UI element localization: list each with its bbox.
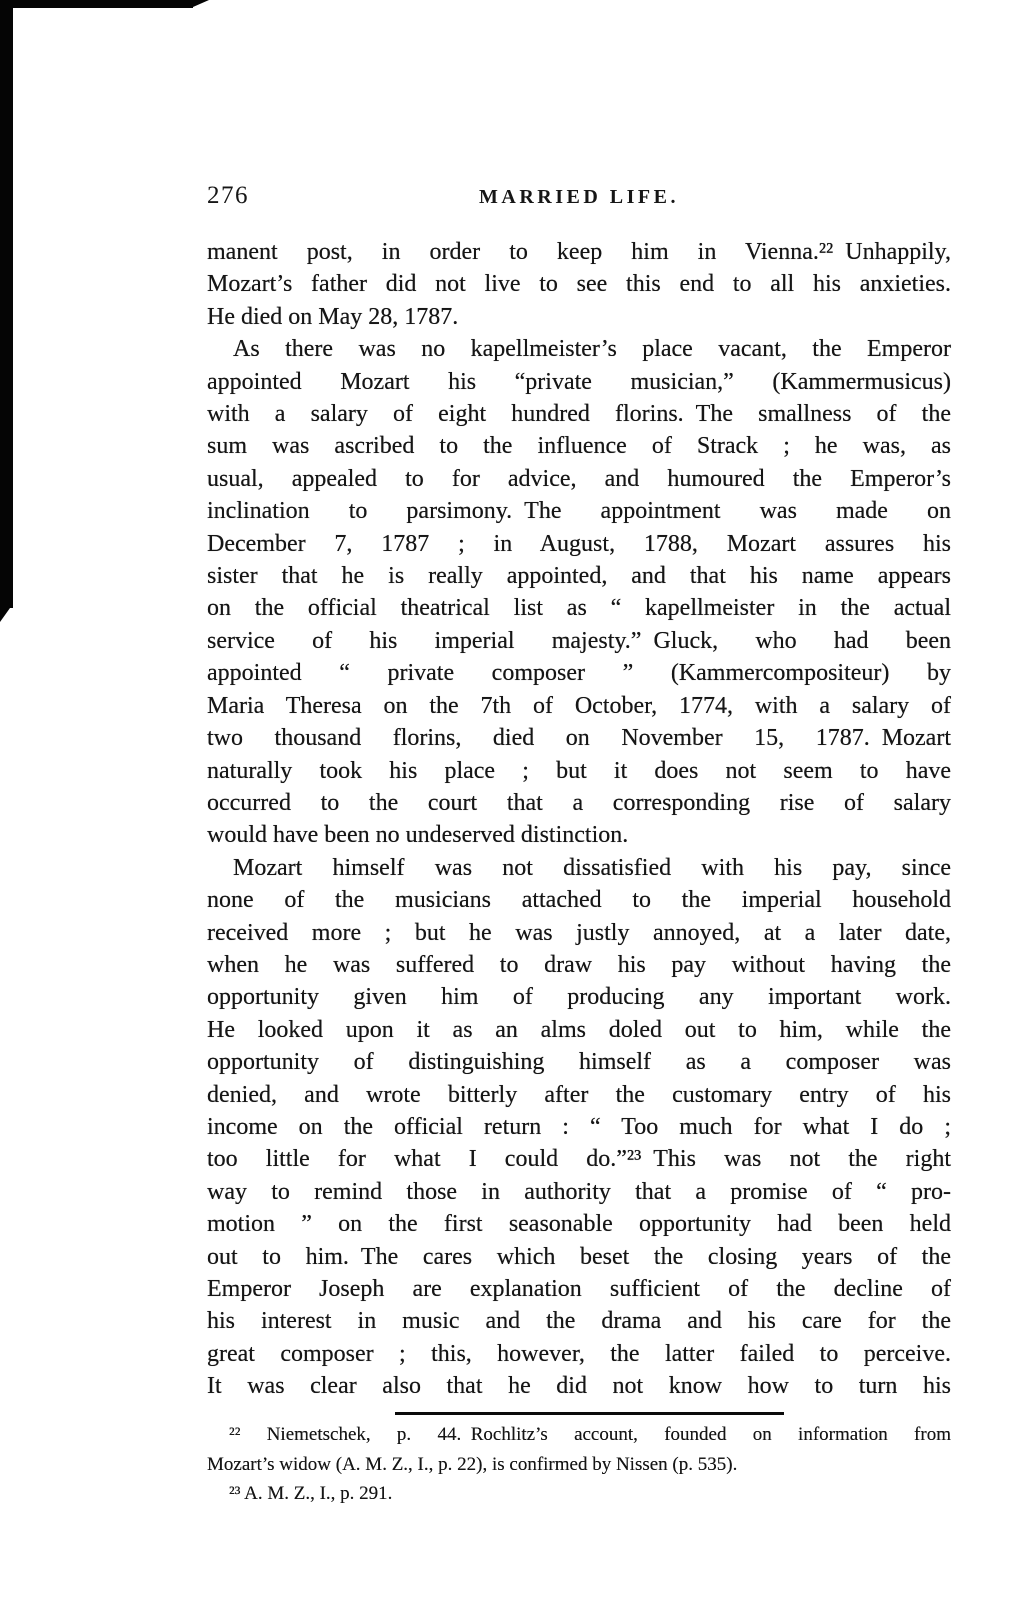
body-line: received more ; but he was justly annoyed, at a later date, xyxy=(207,919,951,946)
body-line: with a salary of eight hundred florins. The smallness of the xyxy=(207,401,951,428)
body-line: naturally took his place ; but it does not seem to have xyxy=(207,757,951,784)
body-line: sister that he is really appointed, and that his name appears xyxy=(207,563,951,590)
body-line: appointed “ private composer ” (Kammercompositeur) by xyxy=(207,660,951,687)
body-line: denied, and wrote bitterly after the customary entry of his xyxy=(207,1081,951,1108)
body-line: occurred to the court that a corresponding rise of salary xyxy=(207,789,951,816)
body-line: service of his imperial majesty.” Gluck, who had been xyxy=(207,627,951,654)
body-line: He died on May 28, 1787. xyxy=(207,303,459,330)
running-head xyxy=(207,182,951,216)
body-line: none of the musicians attached to the imperial household xyxy=(207,887,951,914)
body-line: two thousand florins, died on November 15, 1787. Mozart xyxy=(207,725,951,752)
body-line: He looked upon it as an alms doled out to him, while the xyxy=(207,1016,951,1043)
body-line: sum was ascribed to the influence of Strack ; he was, as xyxy=(207,433,951,460)
body-line: would have been no undeserved distinction. xyxy=(207,822,629,849)
body-line: inclination to parsimony. The appointment was made on xyxy=(207,498,951,525)
body-line: when he was suffered to draw his pay without having the xyxy=(207,951,951,978)
page-number: 276 xyxy=(207,182,249,209)
body-line: manent post, in order to keep him in Vienna.²² Unhappily, xyxy=(207,239,951,265)
body-line: on the official theatrical list as “ kapellmeister in the actual xyxy=(207,595,951,622)
body-line: Maria Theresa on the 7th of October, 1774, with a salary of xyxy=(207,692,951,719)
body-line: great composer ; this, however, the latter failed to perceive. xyxy=(207,1340,951,1367)
body-line: December 7, 1787 ; in August, 1788, Mozart assures his xyxy=(207,530,951,557)
body-line: Mozart’s father did not live to see this end to all his anxieties. xyxy=(207,271,951,298)
footnote-line: Mozart’s widow (A. M. Z., I., p. 22), is confirmed by Nissen (p. 535). xyxy=(207,1453,738,1475)
body-line: appointed Mozart his “private musician,” (Kammermusicus) xyxy=(207,368,951,395)
body-line: income on the official return : “ Too much for what I do ; xyxy=(207,1113,951,1140)
body-line: out to him. The cares which beset the closing years of the xyxy=(207,1243,951,1270)
footnote-line: ²³ A. M. Z., I., p. 291. xyxy=(229,1483,393,1504)
body-line: too little for what I could do.”²³ This was not the right xyxy=(207,1146,951,1173)
body-line: opportunity given him of producing any important work. xyxy=(207,984,951,1011)
footnote-line: ²² Niemetschek, p. 44. Rochlitz’s account, founded on information from xyxy=(229,1424,951,1445)
footnote-separator-rule xyxy=(395,1412,784,1415)
body-line: usual, appealed to for advice, and humoured the Emperor’s xyxy=(207,465,951,492)
body-text xyxy=(207,236,951,1403)
body-line: his interest in music and the drama and his care for the xyxy=(207,1308,951,1335)
scan-gutter-top xyxy=(0,0,193,8)
body-line: motion ” on the first seasonable opportunity had been held xyxy=(207,1211,951,1238)
running-title: MARRIED LIFE. xyxy=(479,186,679,208)
body-line: Mozart himself was not dissatisfied with his pay, since xyxy=(233,854,951,881)
footnotes xyxy=(207,1420,951,1509)
body-line: It was clear also that he did not know how to turn his xyxy=(207,1373,951,1400)
scan-gutter-left xyxy=(0,0,13,608)
body-line: Emperor Joseph are explanation sufficient of the decline of xyxy=(207,1276,951,1302)
body-line: As there was no kapellmeister’s place vacant, the Emperor xyxy=(233,336,951,363)
body-line: way to remind those in authority that a promise of “ pro- xyxy=(207,1178,951,1205)
body-line: opportunity of distinguishing himself as a composer was xyxy=(207,1049,951,1076)
